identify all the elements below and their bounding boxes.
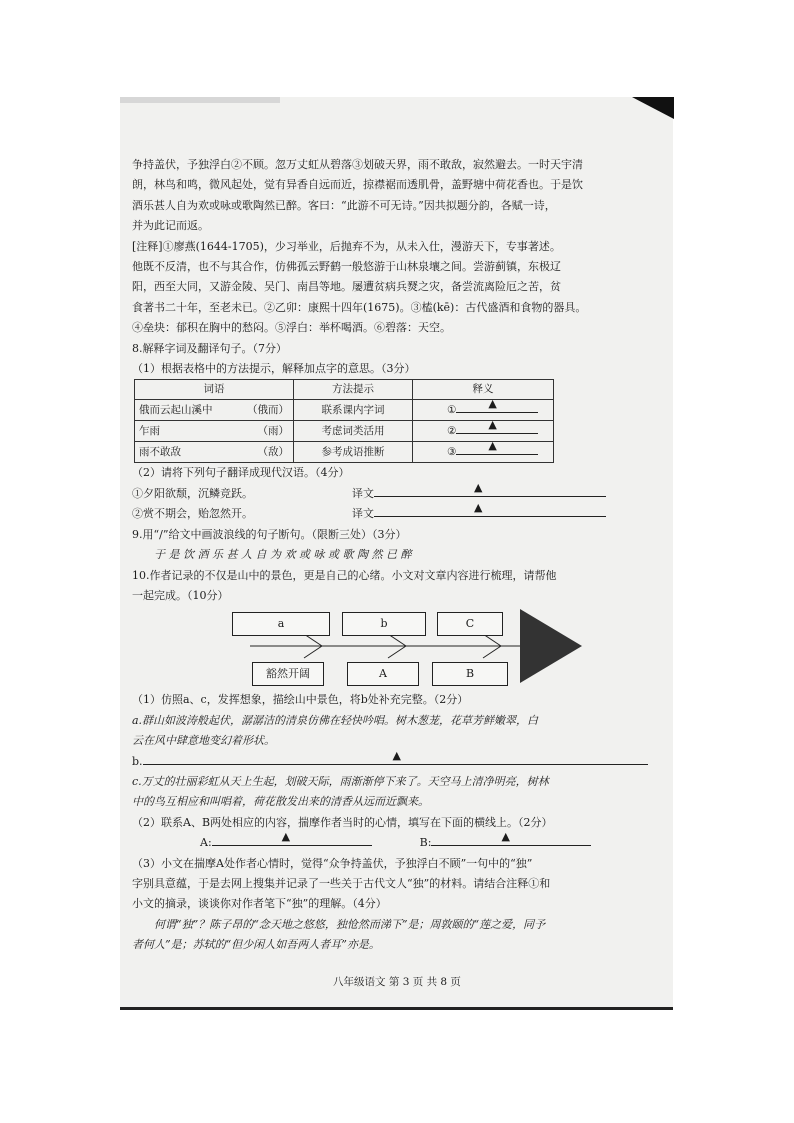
arrow-head-icon bbox=[520, 609, 582, 683]
translate-item bbox=[132, 501, 660, 524]
translate-label: 译文 bbox=[352, 486, 374, 500]
question-10-sub2: （2）联系A、B两处相应的内容，揣摩作者当时的心情，填写在下面的横线上。（2分） bbox=[132, 815, 553, 829]
answer-blank[interactable] bbox=[456, 439, 538, 455]
sentence-1: ①夕阳欲颓，沉鳞竞跃。 bbox=[132, 486, 253, 500]
table-header-hint: 方法提示 bbox=[294, 380, 413, 400]
translate-item bbox=[132, 480, 660, 504]
table-word-mark: （雨） bbox=[257, 424, 289, 437]
triangle-marker-icon: ▲ bbox=[474, 501, 483, 515]
triangle-marker-icon: ▲ bbox=[501, 830, 510, 844]
b-answer-line bbox=[132, 748, 660, 772]
diagram-box-A: A bbox=[347, 662, 419, 686]
diagram-box-top: 豁然开阔 bbox=[252, 662, 324, 686]
table-word: 俄而云起山溪中 bbox=[139, 403, 213, 416]
answer-blank[interactable] bbox=[456, 397, 538, 413]
table-num: ② bbox=[447, 425, 457, 438]
B-answer-blank[interactable] bbox=[431, 830, 591, 846]
A-answer-blank[interactable] bbox=[212, 830, 372, 846]
question-10-title: 一起完成。（10分） bbox=[132, 588, 229, 602]
B-label: B: bbox=[419, 836, 432, 850]
question-9-title: 9.用“/”给文中画波浪线的句子断句。（限断三处）（3分） bbox=[132, 527, 407, 541]
triangle-marker-icon: ▲ bbox=[474, 480, 483, 494]
vocab-table bbox=[134, 379, 554, 463]
excerpt: 何谓“独”？陈子昂的“念天地之悠悠，独怆然而涕下”是；周敦颐的“莲之爱，同予 bbox=[154, 917, 546, 931]
diagram-box-a: a bbox=[232, 612, 330, 636]
table-header-meaning: 释义 bbox=[413, 380, 554, 400]
diagram-box-B: B bbox=[432, 662, 508, 686]
table-row bbox=[135, 442, 554, 463]
sentence-2: ②赏不期会，贻忽然开。 bbox=[132, 507, 253, 521]
question-8-title: 8.解释字词及翻译句子。（7分） bbox=[132, 341, 287, 355]
excerpt: 者何人”是；苏轼的“但少闲人如吾两人者耳”亦是。 bbox=[132, 938, 380, 952]
page-footer: 八年级语文 第 3 页 共 8 页 bbox=[333, 976, 461, 988]
question-10-sub3: 小文的摘录，谈谈你对作者笔下“独”的理解。（4分） bbox=[132, 897, 387, 911]
passage-line: 朗，林鸟和鸣，微风起处，觉有异香自远而近，掠襟裾而透肌骨，盖野塘中荷花香也。于是饮 bbox=[132, 178, 583, 192]
table-word-mark: （敌） bbox=[257, 445, 289, 458]
fishbone-diagram bbox=[132, 608, 660, 690]
note-line: [注释]①廖燕(1644-1705)，少习举业，后抛弃不为，从未入仕，漫游天下，专事著述。 bbox=[132, 239, 561, 253]
A-label: A: bbox=[200, 836, 212, 850]
passage-line: 并为此记而返。 bbox=[132, 219, 209, 233]
question-10-sub3: （3）小文在揣摩A处作者心情时，觉得“众争持盖伏，予独浮白不顾”一句中的“独” bbox=[132, 856, 533, 870]
paper-bottom-edge bbox=[120, 1007, 673, 1010]
answer-blank[interactable] bbox=[456, 418, 538, 434]
note-line: 阳，西至大同，又游金陵、吴门、南昌等地。屡遭贫病兵燹之灾，备尝流离险厄之苦，贫 bbox=[132, 280, 561, 294]
translate-blank-1[interactable] bbox=[374, 480, 606, 497]
example-c: c.万丈的壮丽彩虹从天上生起，划破天际，雨渐渐停下来了。天空马上清净明亮，树林 bbox=[132, 774, 549, 788]
question-9-sentence: 于 是 饮 酒 乐 甚 人 自 为 欢 或 咏 或 歌 陶 然 已 醉 bbox=[154, 548, 412, 562]
paper-corner-shadow bbox=[632, 97, 674, 119]
diagram-box-c: C bbox=[437, 612, 503, 636]
triangle-marker-icon: ▲ bbox=[281, 830, 291, 844]
triangle-marker-icon: ▲ bbox=[488, 418, 497, 432]
triangle-marker-icon: ▲ bbox=[488, 397, 497, 411]
table-word: 雨不敢敌 bbox=[139, 445, 181, 458]
question-10-title: 10.作者记录的不仅是山中的景色，更是自己的心绪。小文对文章内容进行梳理，请帮他 bbox=[132, 568, 557, 582]
question-8-sub1: （1）根据表格中的方法提示，解释加点字的意思。（3分） bbox=[132, 362, 416, 376]
table-word-mark: （俄而） bbox=[247, 403, 289, 416]
passage-line: 酒乐甚人自为欢或咏或歌陶然已醉。客曰：“此游不可无诗。”因共拟题分韵，各赋一诗， bbox=[132, 198, 556, 212]
mood-answers bbox=[132, 830, 660, 853]
paper-top-edge bbox=[120, 97, 280, 103]
table-header-word: 词语 bbox=[135, 380, 294, 400]
b-answer-blank[interactable] bbox=[143, 748, 648, 765]
exam-content bbox=[132, 155, 660, 956]
note-line: 食著书二十年，至老未已。②乙卯：康熙十四年(1675)。③榼(kē)：古代盛酒和食物的器具。 bbox=[132, 300, 587, 314]
table-hint: 联系课内字词 bbox=[294, 400, 413, 421]
question-8-sub2: （2）请将下列句子翻译成现代汉语。（4分） bbox=[132, 466, 350, 480]
note-line: ④垒块：郁积在胸中的愁闷。⑤浮白：举杯喝酒。⑥碧落：天空。 bbox=[132, 321, 451, 335]
table-word: 乍雨 bbox=[139, 424, 160, 437]
table-num: ③ bbox=[447, 446, 457, 459]
table-hint: 参考成语推断 bbox=[294, 442, 413, 463]
passage-line: 争持盖伏，予独浮白②不顾。忽万丈虹从碧落③划破天界，雨不敢敌，寂然避去。一时天宇清 bbox=[132, 158, 583, 171]
question-10-sub1: （1）仿照a、c，发挥想象，描绘山中景色，将b处补充完整。（2分） bbox=[132, 693, 469, 707]
translate-label: 译文 bbox=[352, 507, 374, 521]
example-a: 云在风中肆意地变幻着形状。 bbox=[132, 734, 275, 748]
triangle-marker-icon: ▲ bbox=[392, 748, 402, 762]
diagram-box-b: b bbox=[342, 612, 426, 636]
translate-blank-2[interactable] bbox=[374, 501, 606, 517]
question-10-sub3: 字别具意蕴，于是去网上搜集并记录了一些关于古代文人“独”的材料。请结合注释①和 bbox=[132, 876, 551, 890]
b-label: b. bbox=[132, 754, 143, 768]
table-hint: 考虑词类活用 bbox=[294, 421, 413, 442]
triangle-marker-icon: ▲ bbox=[488, 439, 497, 453]
note-line: 他既不反清，也不与其合作，仿佛孤云野鹤一般悠游于山林泉壤之间。尝游蓟镇，东极辽 bbox=[132, 260, 561, 274]
table-num: ① bbox=[447, 404, 457, 417]
example-a: a.群山如波涛般起伏，潺潺洁的清泉仿佛在轻快吟唱。树木葱茏，花草芳鲜嫩翠，白 bbox=[132, 713, 539, 727]
example-c: 中的鸟互相应和叫唱着，荷花散发出来的清香从远而近飘来。 bbox=[132, 795, 429, 809]
